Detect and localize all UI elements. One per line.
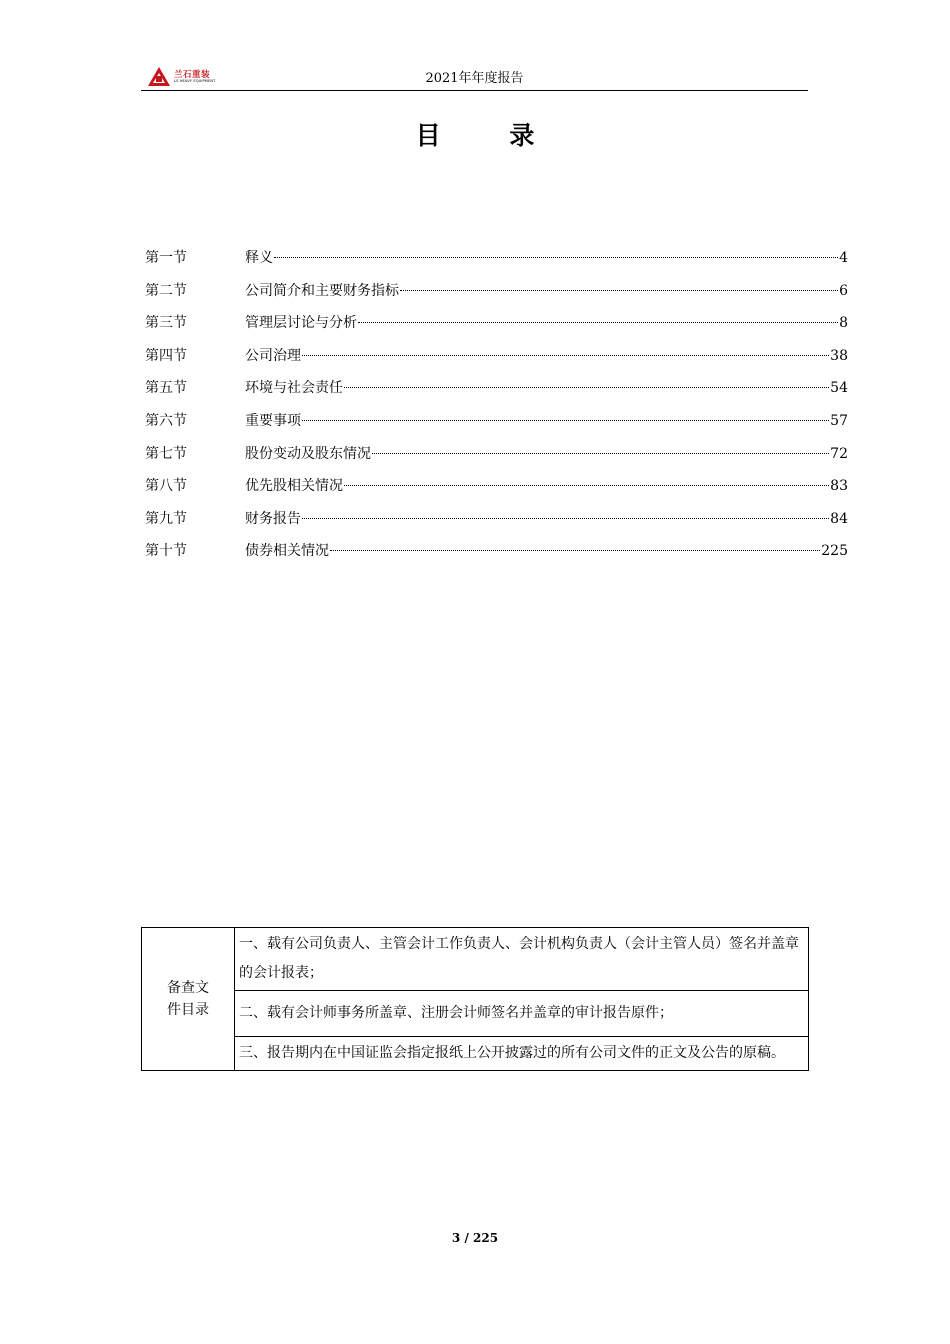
toc-section-number: 第九节 — [145, 510, 187, 527]
toc-dot-leader — [344, 387, 829, 388]
toc-page-number: 8 — [839, 315, 848, 332]
toc-entry[interactable] — [145, 311, 848, 344]
toc-section-title: 释义 — [245, 250, 273, 266]
toc-section-title: 债券相关情况 — [245, 543, 329, 560]
toc-dot-leader — [302, 355, 829, 356]
toc-section-number: 第五节 — [145, 380, 187, 397]
reference-documents-table — [141, 927, 809, 1071]
toc-page-number: 83 — [830, 478, 848, 495]
toc-section-title: 重要事项 — [245, 412, 301, 429]
table-of-contents — [145, 246, 848, 572]
toc-section-number: 第二节 — [145, 282, 187, 299]
toc-dot-leader — [274, 257, 838, 258]
toc-section-title: 财务报告 — [245, 510, 301, 527]
toc-page-number: 54 — [830, 380, 848, 397]
toc-dot-leader — [400, 290, 838, 291]
toc-section-title: 公司简介和主要财务指标 — [245, 282, 399, 299]
toc-section-number: 第三节 — [145, 315, 187, 332]
toc-section-number: 第十节 — [145, 543, 187, 560]
toc-section-title: 公司治理 — [245, 347, 301, 364]
toc-dot-leader — [302, 420, 829, 421]
toc-section-title: 环境与社会责任 — [245, 380, 343, 397]
toc-section-title: 股份变动及股东情况 — [245, 445, 371, 462]
toc-section-number: 第八节 — [145, 478, 187, 495]
reference-documents-label — [142, 928, 235, 1071]
toc-entry[interactable] — [145, 246, 848, 279]
toc-page-number: 38 — [830, 347, 848, 364]
report-title: 2021年年度报告 — [425, 71, 524, 86]
toc-dot-leader — [330, 550, 820, 551]
toc-page-number: 6 — [839, 282, 848, 299]
reference-document-item: 一、载有公司负责人、主管会计工作负责人、会计机构负责人（会计主管人员）签名并盖章的会计报表； — [235, 928, 809, 991]
toc-dot-leader — [302, 518, 829, 519]
toc-section-number: 第七节 — [145, 445, 187, 462]
toc-page-number: 84 — [830, 510, 848, 527]
toc-entry[interactable] — [145, 409, 848, 442]
toc-section-title: 管理层讨论与分析 — [245, 315, 357, 332]
reference-label-line: 备查文 — [167, 980, 209, 996]
toc-page-number: 57 — [830, 412, 848, 429]
reference-label-line: 件目录 — [167, 1002, 209, 1018]
toc-section-number: 第一节 — [145, 250, 187, 266]
toc-dot-leader — [372, 453, 829, 454]
toc-entry[interactable] — [145, 507, 848, 540]
reference-document-item: 二、载有会计师事务所盖章、注册会计师签名并盖章的审计报告原件； — [235, 991, 809, 1037]
toc-section-number: 第四节 — [145, 347, 187, 364]
toc-page-number: 4 — [839, 250, 848, 266]
toc-page-number: 225 — [821, 543, 848, 560]
reference-document-item: 三、报告期内在中国证监会指定报纸上公开披露过的所有公司文件的正文及公告的原稿。 — [235, 1037, 809, 1071]
page-number-footer: 3 / 225 — [451, 1231, 499, 1245]
toc-dot-leader — [358, 322, 838, 323]
logo-text-en: LS HEAVY EQUIPMENT — [174, 79, 216, 83]
page-header — [141, 62, 808, 91]
toc-entry[interactable] — [145, 442, 848, 475]
toc-entry[interactable] — [145, 474, 848, 507]
toc-entry[interactable] — [145, 279, 848, 312]
logo-text-cn: 兰石重装 — [174, 70, 211, 80]
page-title: 目 录 — [415, 121, 565, 150]
toc-entry[interactable] — [145, 344, 848, 377]
toc-section-number: 第六节 — [145, 412, 187, 429]
toc-dot-leader — [344, 485, 829, 486]
toc-section-title: 优先股相关情况 — [245, 478, 343, 495]
toc-page-number: 72 — [830, 445, 848, 462]
toc-entry[interactable] — [145, 376, 848, 409]
toc-entry[interactable] — [145, 539, 848, 572]
